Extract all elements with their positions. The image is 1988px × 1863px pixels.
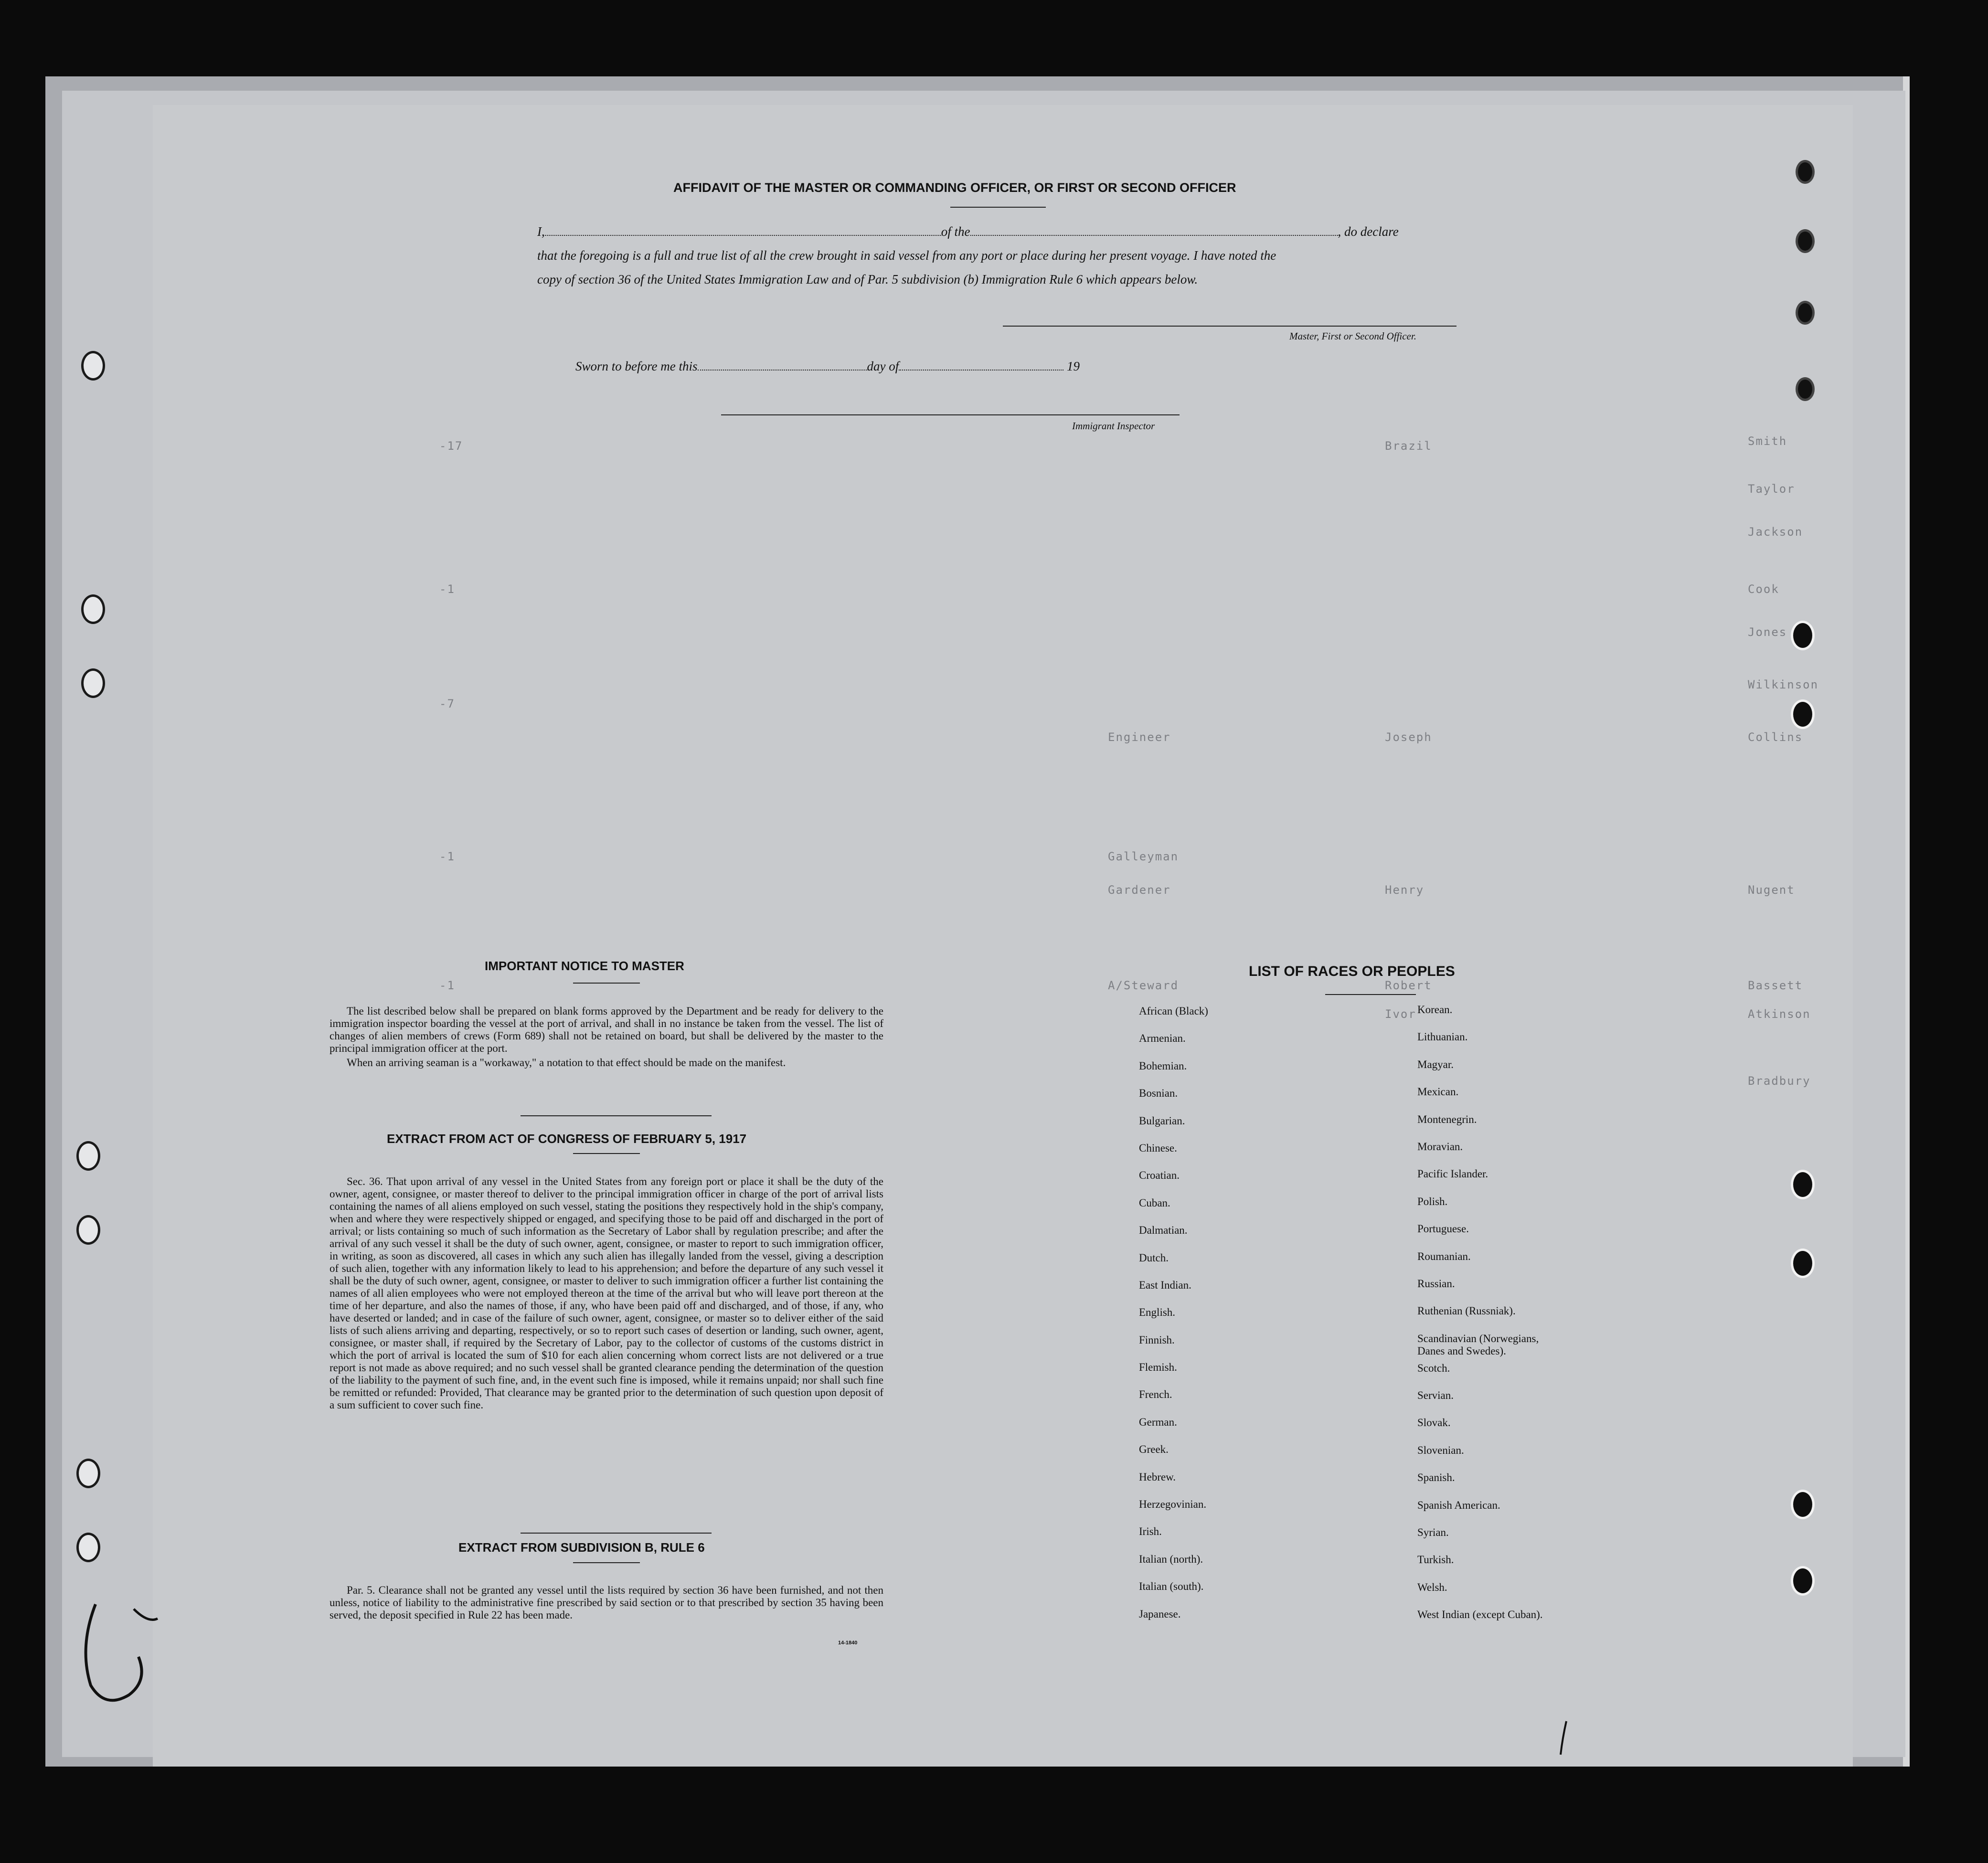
race-item: Spanish American. (1417, 1499, 1500, 1511)
binder-hole (1791, 1170, 1815, 1199)
binder-hole (76, 1459, 100, 1488)
binder-hole (81, 351, 105, 381)
races-left-column (1139, 1005, 1406, 1635)
act-extract-title: EXTRACT FROM ACT OF CONGRESS OF FEBRUARY 5, 1917 (387, 1132, 747, 1146)
binder-hole (81, 668, 105, 698)
master-signature-line[interactable] (1003, 326, 1456, 327)
race-item: Japanese. (1139, 1608, 1181, 1620)
races-right-column (1417, 1004, 1704, 1636)
vessel-name-field[interactable] (970, 235, 1338, 236)
affidavit-title: AFFIDAVIT OF THE MASTER OR COMMANDING OFFICER, OR FIRST OR SECOND OFFICER (673, 180, 1236, 195)
race-item: East Indian. (1139, 1279, 1191, 1291)
inspector-signature-line[interactable] (721, 414, 1180, 415)
race-item: Korean. (1417, 1004, 1453, 1016)
race-item: Syrian. (1417, 1526, 1449, 1539)
affidavit-line3: copy of section 36 of the United States Immigration Law and of Par. 5 subdivision (b) Immigration Rule 6 which appears below. (537, 272, 1198, 286)
race-item: French. (1139, 1388, 1172, 1401)
binder-hole (1791, 1490, 1815, 1519)
race-item: Greek. (1139, 1443, 1169, 1456)
race-item: Spanish. (1417, 1471, 1455, 1484)
binder-hole (1791, 1566, 1815, 1596)
race-item: Italian (north). (1139, 1553, 1203, 1565)
race-item: Slovak. (1417, 1417, 1451, 1429)
binder-hole (76, 1533, 100, 1562)
race-item: Irish. (1139, 1525, 1162, 1538)
race-item: Moravian. (1417, 1140, 1463, 1153)
race-item: Bohemian. (1139, 1059, 1187, 1072)
race-item: Armenian. (1139, 1032, 1186, 1045)
pen-mark (1557, 1719, 1571, 1757)
affidavit-of-the-label: of the (941, 224, 970, 239)
race-item: German. (1139, 1416, 1177, 1428)
notice-title: IMPORTANT NOTICE TO MASTER (485, 959, 684, 973)
race-item: Bosnian. (1139, 1087, 1178, 1100)
sworn-year-label: 19 (1067, 359, 1080, 373)
race-item: Russian. (1417, 1277, 1455, 1290)
race-item: Welsh. (1417, 1581, 1447, 1593)
binder-hole (1796, 160, 1815, 184)
race-item: Dalmatian. (1139, 1224, 1188, 1237)
race-item: Lithuanian. (1417, 1031, 1468, 1043)
divider (1325, 994, 1416, 995)
race-item: Servian. (1417, 1389, 1454, 1402)
sworn-prefix: Sworn to before me this (575, 359, 698, 373)
race-item: Mexican. (1417, 1086, 1459, 1098)
race-item: Magyar. (1417, 1058, 1454, 1070)
race-item: West Indian (except Cuban). (1417, 1609, 1543, 1621)
inspector-label: Immigrant Inspector (1072, 420, 1155, 432)
divider (521, 1533, 712, 1534)
race-item: Ruthenian (Russniak). (1417, 1305, 1516, 1317)
race-item: Flemish. (1139, 1361, 1177, 1374)
race-item: Pacific Islander. (1417, 1168, 1488, 1180)
notice-paragraph-2: When an arriving seaman is a "workaway," a notation to that effect should be made on the manifest. (347, 1057, 786, 1069)
section-36-text: Sec. 36. That upon arrival of any vessel in the United States from any foreign port or place it shall be the duty of the owner, agent, consignee, or master thereof to deliver to the principal immigration officer in charge of the port of arrival lists containing the names of all aliens employed on such vessel, stating the positions they respectively hold in the ship's company, when and where they were respectively shipped or engaged, and specifying those to be paid off and discharged in the port of arrival; or lists containing so much of such information as the Secretary of Labor shall by regulation prescribe; and after the arrival of any such vessel it shall be the duty of such owner, agent, consignee, or master to report to such immigration officer, in writing, as soon as discovered, all cases in which any such alien has illegally landed from the vessel, giving a description of such alien, together with any information likely to lead to his apprehension; and before the departure of any such vessel it shall be the duty of such owner, agent, consignee, or master to deliver to such immigration officer a further list containing the names of all alien employees who were not employed thereon at the time of the arrival but who will leave port thereon at the time of her departure, and also the names of those, if any, who have been paid off and discharged, and of those, if any, who have deserted or landed; and in case of the failure of such owner, agent, consignee, or master so to deliver either of the said lists of such aliens arriving and departing, respectively, or so to report such cases of desertion or landing, such owner, agent, consignee, or master shall, if required by the Secretary of Labor, pay to the collector of customs of the customs district in which the port of arrival is located the sum of $10 for each alien concerning whom correct lists are not delivered or a true report is not made as above required; and no such vessel shall be granted clearance pending the determination of the question of the liability to the payment of such fine, and, in the event such fine is imposed, while it remains unpaid; nor shall such fine be remitted or refunded: Provided, That clearance may be granted prior to the determination of such question upon deposit of a sum sufficient to cover such fine. (330, 1175, 883, 1411)
master-signature-label: Master, First or Second Officer. (1289, 330, 1416, 342)
sworn-line (575, 359, 1080, 374)
race-item: Scandinavian (Norwegians, Danes and Swedes). (1417, 1332, 1539, 1357)
divider (573, 983, 640, 984)
affidavit-declare-label: , do declare (1338, 224, 1399, 239)
rule-extract-text (330, 1584, 883, 1623)
race-item: Scotch. (1417, 1362, 1450, 1374)
divider (573, 1562, 640, 1563)
divider (521, 1115, 712, 1116)
divider (950, 207, 1046, 208)
race-item: Finnish. (1139, 1334, 1175, 1346)
affidavit-line2: that the foregoing is a full and true list of all the crew brought in said vessel from any port or place during her present voyage. I have noted the (537, 248, 1276, 263)
binder-hole (1791, 621, 1815, 650)
notice-text (330, 1005, 883, 1071)
officer-name-field[interactable] (545, 235, 941, 236)
binder-hole (1791, 1249, 1815, 1278)
race-item: Slovenian. (1417, 1444, 1464, 1456)
race-item: Bulgarian. (1139, 1114, 1185, 1127)
race-item: Herzegovinian. (1139, 1498, 1207, 1511)
race-item: Montenegrin. (1417, 1113, 1477, 1125)
sworn-day-label: day of (867, 359, 899, 373)
race-item: Chinese. (1139, 1142, 1177, 1154)
race-item: English. (1139, 1306, 1176, 1319)
rule-extract-title: EXTRACT FROM SUBDIVISION B, RULE 6 (458, 1540, 705, 1555)
notice-paragraph-1: The list described below shall be prepared on blank forms approved by the Department and be ready for delivery to the immigration inspector boarding the vessel at the port of arrival, and shall in no instance be taken from the vessel. The list of changes of alien members of crews (Form 689) shall not be retained on board, but shall be delivered by the master to the principal immigration officer at the port. (330, 1005, 883, 1054)
affidavit-i-label: I, (537, 224, 545, 239)
race-item: Cuban. (1139, 1196, 1170, 1209)
race-item: Portuguese. (1417, 1223, 1469, 1235)
race-item: Croatian. (1139, 1169, 1180, 1182)
binder-hole (1796, 229, 1815, 253)
par-5-text: Par. 5. Clearance shall not be granted any vessel until the lists required by section 36 have been furnished, and not then unless, notice of liability to the administrative fine prescribed by said section or to that prescribed by section 35 having been served, the deposit specified in Rule 22 has been made. (330, 1584, 883, 1621)
binder-hole (76, 1215, 100, 1245)
race-item: Dutch. (1139, 1251, 1169, 1264)
race-item: African (Black) (1139, 1005, 1208, 1017)
affidavit-line1 (537, 224, 1399, 239)
race-item: Italian (south). (1139, 1580, 1204, 1593)
race-item: Roumanian. (1417, 1250, 1471, 1262)
race-item: Polish. (1417, 1195, 1448, 1207)
form-number: 14-1840 (838, 1640, 858, 1646)
binder-hole (1791, 699, 1815, 729)
binder-hole (76, 1141, 100, 1171)
binder-hole (1796, 377, 1815, 401)
divider (573, 1153, 640, 1154)
form-page: Smith Taylor Jackson Cook Jones Wilkinson Collins Nugent Bassett Atkinson Bradbury Brazil Joseph Henry Robert Ivor Engineer Galleyman Gardener A/Steward -17 -1 -7 -1 -1 AFFIDAVIT OF THE MASTER OR COMMANDING OFFICER, OR FIRST OR SECOND OFFICER I, of the , do declare that the foregoing is a full and true list of all the crew brought in said vessel from any port or place during her present voyage. I have noted the copy of section 36 of the United States Immigration Law and of Par. 5 subdivision (b) Immigration Rule 6 which appears below. Master, First or Second Officer. Sworn to before me this day of 19 Immigrant Inspector IMPORTANT NOTICE TO MASTER The list described below shall be prepared on blank forms approved by the Department and be ready for delivery to the immigration inspector boarding the vessel at the port of arrival, and shall in no instance be taken from the vessel. The list of changes of alien members of crews (Form 689) shall not be retained on board, but shall be delivered by the master to the principal immigration officer at the port. When an arriving seaman is a "workaway," a notation to that effect should be made on the manifest. EXTRACT FROM ACT OF CONGRESS OF FEBRUARY 5, 1917 Sec. 36. That upon arrival of any vessel in the United States from any foreign port or place it shall be the duty of the owner, agent, consignee, or master thereof to deliver to the principal immigration officer in charge of the port of arrival lists containing the names of all aliens employed on such vessel, stating the positions they respectively hold in the ship's company, when and where they were respectively shipped or engaged, and specifying those to be paid off and discharged in the port of arrival; or lists containing so much of such information as the Secretary of Labor shall by regulation prescribe; and after the arrival of any such vessel it shall be the duty of such owner, agent, consignee, or master to report to such immigration officer, in writing, as soon as discovered, all cases in which any such alien has illegally landed from the vessel, giving a description of such alien, together with any information likely to lead to his apprehension; and before the departure of any such vessel it shall be the duty of such owner, agent, consignee, or master to deliver to such immigration officer a further list containing the names of all alien employees who were not employed thereon at the time of the arrival but who will leave port thereon at the time of her departure, and also the names of those, if any, who have been paid off and discharged, and of those, if any, who have deserted or landed; and in case of the failure of such owner, agent, consignee, or master so to deliver either of the said lists of such aliens arriving and departing, respectively, or so to report such cases of desertion or landing, such owner, agent, consignee, or master shall, if required by the Secretary of Labor, pay to the collector of customs of the customs district in which the port of arrival is located the sum of $10 for each alien concerning whom correct lists are not delivered or a true report is not made as above required; and no such vessel shall be granted clearance pending the determination of the question of the liability to the payment of such fine, and, in the event such fine is imposed, while it remains unpaid; nor shall such fine be remitted or refunded: Provided, That clearance may be granted prior to the determination of such question upon deposit of a sum sufficient to cover such fine. EXTRACT FROM SUBDIVISION B, RULE 6 Par. 5. Clearance shall not be granted any vessel until the lists required by section 36 have been furnished, and not then unless, notice of liability to the administrative fine prescribed by said section or to that prescribed by section 35 having been served, the deposit specified in Rule 22 has been made. 14-1840 LIST OF RACES OR PEOPLES African (Black) Armenian. Bohemian. Bosnian. Bulgarian. Chinese. Croatian. Cuban. Dalmatian. Dutch. East Indian. English. Finnish. Flemish. French. German. Greek. Hebrew. Herzegovinian. Irish. Italian (north). Italian (south). Japanese. Korean. Lithuanian. Magyar. Mexican. Montenegrin. Moravian. Pacific Islander. Polish. Portuguese. Roumanian. Russian. Ruthenian (Russniak). Scandinavian (Norwegians, Danes and Swedes). Scotch. Servian. Slovak. Slovenian. Spanish. Spanish American. Syrian. Turkish. Welsh. West Indian (except Cuban). (153, 105, 1853, 1767)
handwritten-mark (76, 1590, 172, 1714)
act-extract-text (330, 1175, 883, 1413)
race-item: Hebrew. (1139, 1471, 1176, 1483)
races-title: LIST OF RACES OR PEOPLES (1249, 963, 1455, 979)
binder-hole (1796, 301, 1815, 325)
race-item: Turkish. (1417, 1554, 1454, 1566)
binder-hole (81, 594, 105, 624)
